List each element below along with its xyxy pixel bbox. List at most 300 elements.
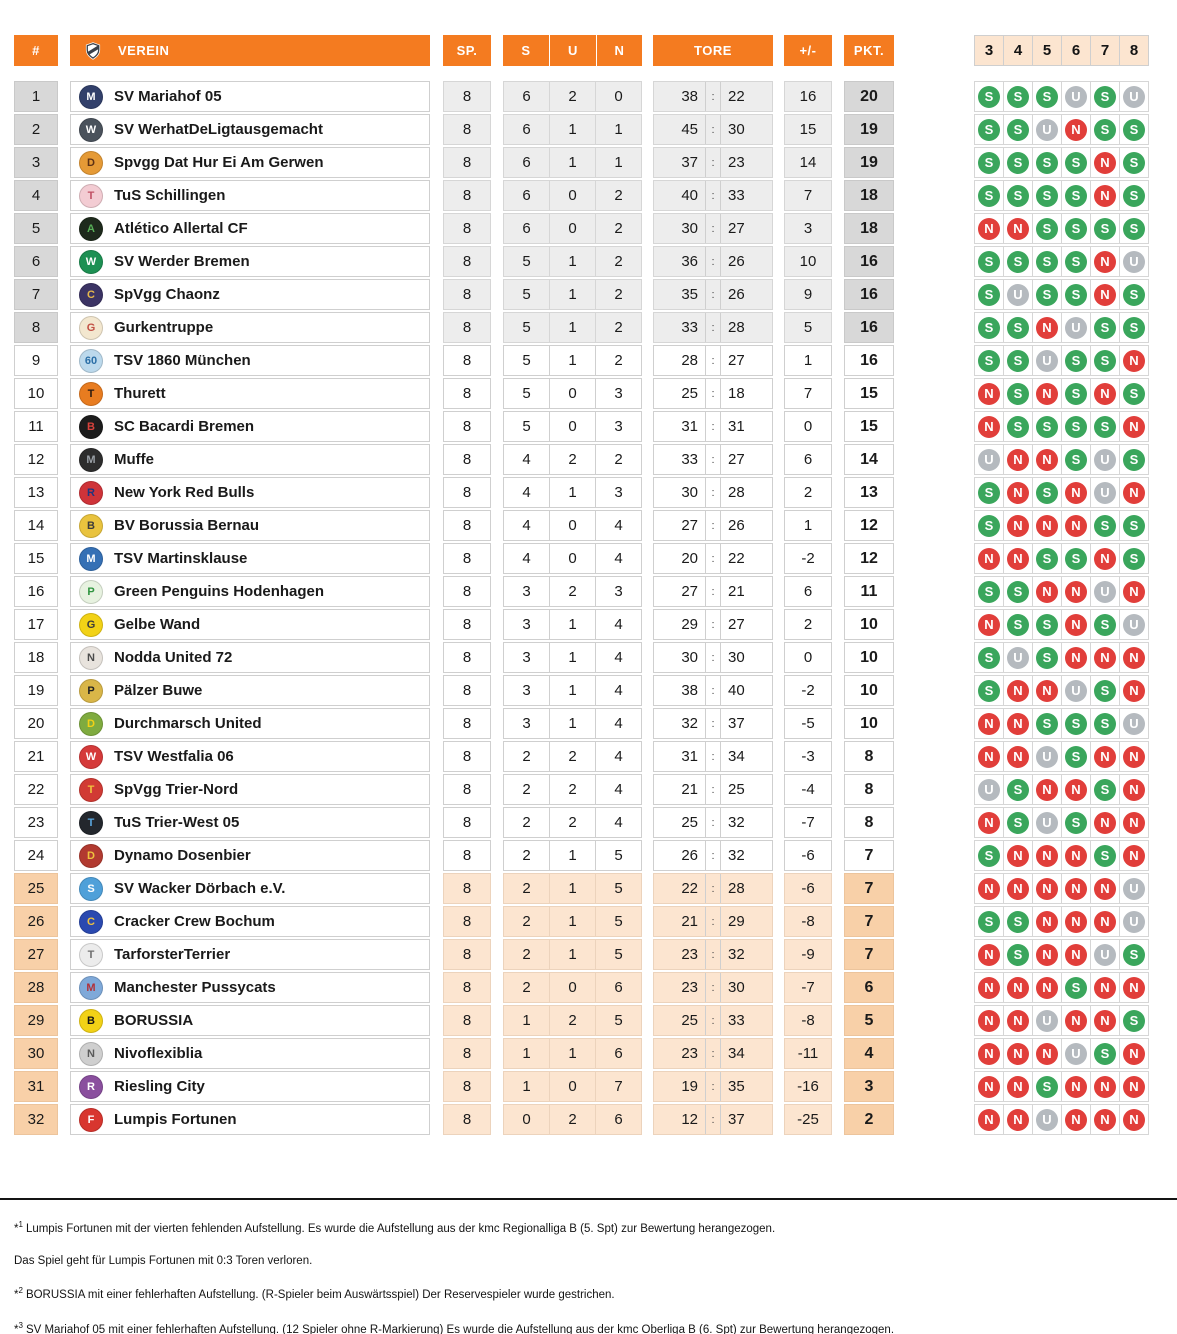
team-cell[interactable] [70,1104,430,1135]
form-result-cell [1003,840,1033,871]
form-cells [974,642,1149,673]
losses-cell: 6 [595,1104,642,1135]
team-cell[interactable] [70,477,430,508]
draws-cell: 1 [549,1038,596,1069]
team-name: TSV 1860 München [114,352,251,369]
draws-cell: 1 [549,246,596,277]
draws-cell: 0 [549,1071,596,1102]
table-row [14,807,1177,838]
games-cell: 8 [443,708,491,739]
result-N-badge: N [1094,548,1116,570]
goal-diff-cell: -8 [784,1005,832,1036]
goals-for: 22 [654,874,706,903]
result-S-badge: S [1036,284,1058,306]
table-row [14,1071,1177,1102]
team-cell[interactable] [70,114,430,145]
result-N-badge: N [1065,482,1087,504]
goal-diff-cell: 15 [784,114,832,145]
form-result-cell [1090,1005,1120,1036]
header-draws: U [550,35,596,66]
result-N-badge: N [978,812,1000,834]
team-cell[interactable] [70,708,430,739]
points-cell: 10 [844,609,894,640]
result-N-badge: N [1123,977,1145,999]
wins-cell: 5 [503,312,550,343]
result-N-badge: N [978,944,1000,966]
form-result-cell [1090,81,1120,112]
rank-cell: 6 [14,246,58,277]
form-cells [974,345,1149,376]
team-name: TarforsterTerrier [114,946,231,963]
result-N-badge: N [978,1109,1000,1131]
table-row [14,378,1177,409]
team-cell[interactable] [70,906,430,937]
form-result-cell [1032,576,1062,607]
result-N-badge: N [1123,416,1145,438]
form-result-cell [974,939,1004,970]
goals-against: 28 [728,319,745,336]
goals-cell [653,642,773,673]
goals-against: 26 [728,517,745,534]
form-result-cell [974,873,1004,904]
wins-cell: 4 [503,510,550,541]
result-N-badge: N [1007,746,1029,768]
result-S-badge: S [1007,779,1029,801]
form-result-cell [1061,741,1091,772]
team-crest-icon: D [79,151,103,175]
form-result-cell [1090,840,1120,871]
goals-against: 28 [728,484,745,501]
goals-against: 32 [728,814,745,831]
result-S-badge: S [1123,119,1145,141]
goals-for: 27 [654,577,706,606]
result-S-badge: S [1094,416,1116,438]
team-cell[interactable] [70,543,430,574]
result-U-badge: U [1036,746,1058,768]
form-result-cell [1032,312,1062,343]
draws-cell: 1 [549,939,596,970]
draws-cell: 1 [549,312,596,343]
table-row [14,213,1177,244]
result-S-badge: S [978,251,1000,273]
footnote-marker: *$^2$ [14,1286,23,1302]
form-result-cell [1061,840,1091,871]
goals-cell [653,477,773,508]
goals-colon: : [706,874,721,903]
form-result-cell [1032,1104,1062,1135]
team-cell[interactable] [70,1038,430,1069]
team-crest-icon: W [79,745,103,769]
form-result-cell [1061,378,1091,409]
form-result-cell [1003,213,1033,244]
table-row [14,1005,1177,1036]
losses-cell: 4 [595,642,642,673]
form-result-cell [1119,675,1149,706]
form-result-cell [1061,939,1091,970]
form-result-cell [1032,642,1062,673]
form-result-cell [1119,609,1149,640]
goal-diff-cell: 1 [784,345,832,376]
result-N-badge: N [1065,647,1087,669]
form-result-cell [1032,675,1062,706]
table-row [14,444,1177,475]
result-N-badge: N [1123,1076,1145,1098]
team-crest-icon: N [79,1042,103,1066]
goals-against: 25 [728,781,745,798]
goals-for: 29 [654,610,706,639]
goals-colon: : [706,148,721,177]
team-name: SpVgg Trier-Nord [114,781,239,798]
goals-cell [653,741,773,772]
result-N-badge: N [1123,779,1145,801]
goals-against: 33 [728,1012,745,1029]
goals-against: 34 [728,1045,745,1062]
rank-cell: 5 [14,213,58,244]
result-S-badge: S [978,284,1000,306]
team-crest-icon: M [79,976,103,1000]
form-result-cell [1119,642,1149,673]
losses-cell: 2 [595,444,642,475]
form-result-cell [1003,114,1033,145]
goals-colon: : [706,1006,721,1035]
rank-cell: 10 [14,378,58,409]
goals-against: 27 [728,451,745,468]
rank-cell: 26 [14,906,58,937]
result-N-badge: N [1065,515,1087,537]
form-header-matchday: 6 [1061,35,1091,66]
result-N-badge: N [1007,1010,1029,1032]
form-result-cell [1119,873,1149,904]
form-result-cell [1032,114,1062,145]
team-cell[interactable] [70,279,430,310]
team-cell[interactable] [70,444,430,475]
goals-colon: : [706,379,721,408]
team-cell[interactable] [70,81,430,112]
team-cell[interactable] [70,972,430,1003]
goals-cell [653,180,773,211]
losses-cell: 3 [595,477,642,508]
team-name: Green Penguins Hodenhagen [114,583,325,600]
team-cell[interactable] [70,741,430,772]
form-result-cell [1032,906,1062,937]
wins-cell: 2 [503,906,550,937]
form-result-cell [1061,774,1091,805]
team-cell[interactable] [70,840,430,871]
goals-against: 27 [728,220,745,237]
draws-cell: 1 [549,279,596,310]
form-result-cell [1032,147,1062,178]
wins-cell: 5 [503,345,550,376]
team-cell[interactable] [70,213,430,244]
goals-colon: : [706,742,721,771]
team-cell[interactable] [70,312,430,343]
form-result-cell [1003,1038,1033,1069]
goals-against: 26 [728,286,745,303]
form-cells [974,246,1149,277]
rank-cell: 21 [14,741,58,772]
footnote: *$^2$ BORUSSIA mit einer fehlerhaften Aufstellung. (R-Spieler beim Auswärtsspiel) Der Reservespieler wurde gestrichen. [14,1286,615,1302]
goals-against: 26 [728,253,745,270]
result-S-badge: S [1007,812,1029,834]
result-S-badge: S [1065,746,1087,768]
form-result-cell [1119,741,1149,772]
form-result-cell [1003,411,1033,442]
draws-cell: 2 [549,444,596,475]
goals-cell [653,213,773,244]
points-cell: 18 [844,213,894,244]
goals-against: 29 [728,913,745,930]
form-result-cell [974,906,1004,937]
rank-cell: 7 [14,279,58,310]
team-cell[interactable] [70,147,430,178]
form-result-cell [1090,1038,1120,1069]
form-result-cell [1032,1038,1062,1069]
result-U-badge: U [1007,647,1029,669]
footnote: *$^1$ Lumpis Fortunen mit der vierten fehlenden Aufstellung. Es wurde die Aufstellung aus der kmc Regionalliga B (5. Spt) zur Bewertung herangezogen. [14,1220,776,1235]
team-cell[interactable] [70,1005,430,1036]
team-crest-icon: T [79,778,103,802]
team-cell[interactable] [70,642,430,673]
wins-cell: 5 [503,411,550,442]
result-N-badge: N [978,746,1000,768]
goals-colon: : [706,445,721,474]
result-S-badge: S [1036,713,1058,735]
form-result-cell [974,675,1004,706]
result-N-badge: N [1123,482,1145,504]
form-result-cell [1032,1005,1062,1036]
form-result-cell [1061,147,1091,178]
goals-colon: : [706,346,721,375]
losses-cell: 5 [595,873,642,904]
result-U-badge: U [978,779,1000,801]
table-row [14,741,1177,772]
team-name: Nodda United 72 [114,649,233,666]
wins-cell: 5 [503,246,550,277]
result-N-badge: N [1065,119,1087,141]
result-S-badge: S [1007,911,1029,933]
form-result-cell [974,609,1004,640]
form-result-cell [1061,543,1091,574]
games-cell: 8 [443,1038,491,1069]
form-result-cell [1119,411,1149,442]
games-cell: 8 [443,279,491,310]
form-result-cell [1003,81,1033,112]
points-cell: 8 [844,741,894,772]
team-name: SV Werder Bremen [114,253,250,270]
wins-cell: 6 [503,180,550,211]
points-cell: 12 [844,543,894,574]
result-N-badge: N [1036,944,1058,966]
losses-cell: 2 [595,279,642,310]
result-N-badge: N [1123,1043,1145,1065]
form-result-cell [974,312,1004,343]
form-cells [974,840,1149,871]
result-S-badge: S [1094,86,1116,108]
result-S-badge: S [1065,284,1087,306]
result-N-badge: N [978,1076,1000,1098]
losses-cell: 3 [595,378,642,409]
table-row [14,840,1177,871]
goal-diff-cell: 10 [784,246,832,277]
games-cell: 8 [443,576,491,607]
form-result-cell [974,642,1004,673]
rank-cell: 3 [14,147,58,178]
footnote-marker: *$^3$ [14,1321,23,1334]
goal-diff-cell: 0 [784,411,832,442]
team-cell[interactable] [70,246,430,277]
goal-diff-cell: -6 [784,873,832,904]
goal-diff-cell: 6 [784,444,832,475]
team-name: BORUSSIA [114,1012,194,1029]
team-name: Manchester Pussycats [114,979,276,996]
result-N-badge: N [1007,680,1029,702]
table-row [14,477,1177,508]
losses-cell: 2 [595,312,642,343]
team-cell[interactable] [70,180,430,211]
team-cell[interactable] [70,1071,430,1102]
goals-against: 21 [728,583,745,600]
result-S-badge: S [1036,647,1058,669]
form-header-row [974,35,1149,66]
form-cells [974,444,1149,475]
form-cells [974,81,1149,112]
team-cell[interactable] [70,510,430,541]
result-N-badge: N [1036,680,1058,702]
result-S-badge: S [1007,119,1029,141]
form-result-cell [1032,81,1062,112]
goals-for: 21 [654,775,706,804]
header-verein-label: VEREIN [118,43,170,58]
form-result-cell [1061,213,1091,244]
team-name: TSV Westfalia 06 [114,748,234,765]
form-result-cell [1061,972,1091,1003]
footnotes-section [0,1198,1177,1334]
form-result-cell [1061,642,1091,673]
goals-cell [653,1104,773,1135]
form-result-cell [1003,609,1033,640]
goals-cell [653,279,773,310]
result-S-badge: S [1036,152,1058,174]
result-N-badge: N [1036,779,1058,801]
form-result-cell [1032,609,1062,640]
form-result-cell [1061,576,1091,607]
points-cell: 4 [844,1038,894,1069]
goals-against: 18 [728,385,745,402]
team-cell[interactable] [70,345,430,376]
result-U-badge: U [1036,119,1058,141]
result-N-badge: N [1036,581,1058,603]
games-cell: 8 [443,1005,491,1036]
result-N-badge: N [1123,746,1145,768]
form-result-cell [974,807,1004,838]
draws-cell: 1 [549,609,596,640]
games-cell: 8 [443,873,491,904]
form-result-cell [1003,312,1033,343]
result-N-badge: N [1007,548,1029,570]
result-S-badge: S [1036,251,1058,273]
form-cells [974,807,1149,838]
games-cell: 8 [443,1104,491,1135]
draws-cell: 0 [549,972,596,1003]
result-N-badge: N [1094,812,1116,834]
team-cell[interactable] [70,939,430,970]
goals-cell [653,246,773,277]
team-cell[interactable] [70,411,430,442]
goals-for: 36 [654,247,706,276]
form-result-cell [1003,906,1033,937]
goals-for: 40 [654,181,706,210]
form-result-cell [974,576,1004,607]
team-cell[interactable] [70,378,430,409]
goals-against: 30 [728,121,745,138]
result-N-badge: N [1036,911,1058,933]
team-name: New York Red Bulls [114,484,255,501]
result-N-badge: N [1065,845,1087,867]
form-result-cell [1119,114,1149,145]
team-cell[interactable] [70,807,430,838]
points-cell: 3 [844,1071,894,1102]
goals-for: 38 [654,82,706,111]
goal-diff-cell: -7 [784,972,832,1003]
result-U-badge: U [1007,284,1029,306]
wins-cell: 0 [503,1104,550,1135]
team-cell[interactable] [70,675,430,706]
team-cell[interactable] [70,774,430,805]
losses-cell: 3 [595,576,642,607]
form-cells [974,609,1149,640]
goals-against: 32 [728,946,745,963]
result-N-badge: N [1094,977,1116,999]
form-result-cell [1032,246,1062,277]
result-N-badge: N [978,1043,1000,1065]
result-N-badge: N [1065,1076,1087,1098]
losses-cell: 4 [595,510,642,541]
result-S-badge: S [1094,713,1116,735]
result-N-badge: N [1094,1109,1116,1131]
losses-cell: 6 [595,1038,642,1069]
team-cell[interactable] [70,873,430,904]
goals-for: 30 [654,643,706,672]
wins-cell: 4 [503,444,550,475]
result-S-badge: S [1007,185,1029,207]
form-result-cell [1061,81,1091,112]
form-result-cell [974,345,1004,376]
result-S-badge: S [978,581,1000,603]
table-row [14,312,1177,343]
result-S-badge: S [1094,515,1116,537]
team-cell[interactable] [70,609,430,640]
goals-against: 23 [728,154,745,171]
table-row [14,246,1177,277]
result-S-badge: S [1007,251,1029,273]
form-result-cell [974,114,1004,145]
table-header-row [14,35,1177,66]
losses-cell: 4 [595,675,642,706]
form-result-cell [1090,543,1120,574]
team-cell[interactable] [70,576,430,607]
goals-cell [653,774,773,805]
result-S-badge: S [1123,944,1145,966]
shield-icon [82,40,104,62]
team-crest-icon: B [79,514,103,538]
goals-against: 33 [728,187,745,204]
team-crest-icon: C [79,910,103,934]
goals-for: 35 [654,280,706,309]
goals-cell [653,1071,773,1102]
form-header-matchday: 8 [1119,35,1149,66]
header-points: PKT. [844,35,894,66]
wins-cell: 6 [503,147,550,178]
